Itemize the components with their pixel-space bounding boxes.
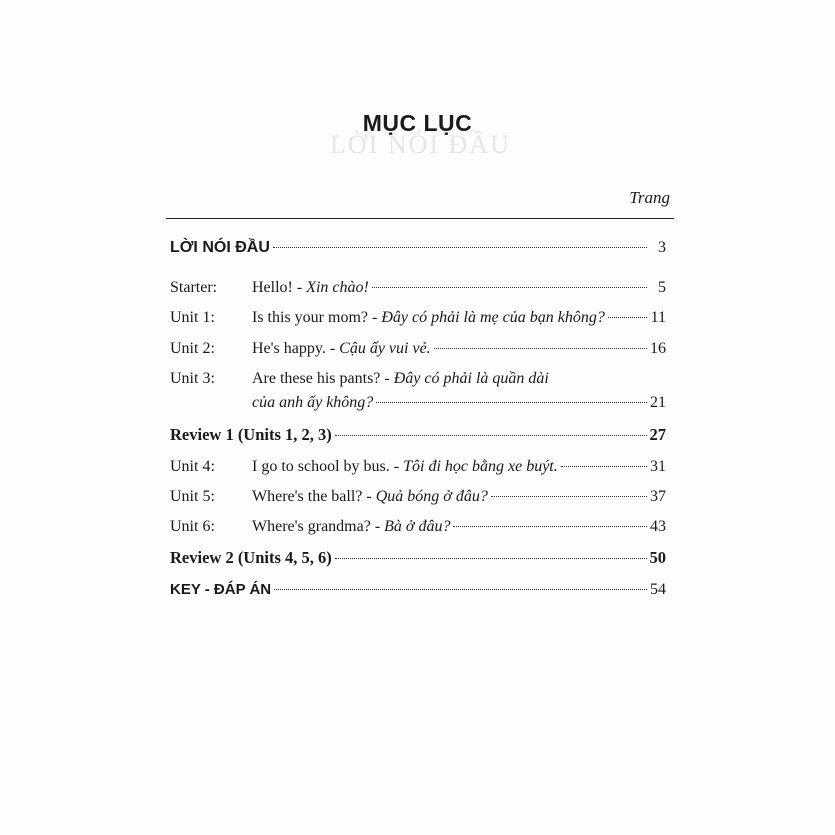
dot-leader bbox=[335, 558, 647, 559]
entry-title: I go to school by bus. - bbox=[252, 458, 404, 475]
entry-label: Unit 2: bbox=[170, 340, 215, 357]
entry-page: 27 bbox=[649, 425, 666, 444]
entry-translation: Tôi đi học bằng xe buýt. bbox=[403, 458, 558, 475]
entry-page: 31 bbox=[650, 458, 666, 475]
entry-text-wrap bbox=[252, 369, 549, 389]
entry-label: Unit 1: bbox=[170, 309, 215, 326]
entry-page: 54 bbox=[650, 581, 666, 598]
entry-page: 16 bbox=[650, 340, 666, 357]
toc-entry-unit-1[interactable] bbox=[170, 308, 666, 328]
toc-entry-unit-3-line-1[interactable] bbox=[170, 369, 666, 389]
entry-title: Are these his pants? - bbox=[252, 370, 394, 387]
entry-page: 50 bbox=[649, 548, 666, 567]
entry-title: Where's the ball? - bbox=[252, 488, 376, 505]
entry-label: Unit 6: bbox=[170, 518, 215, 535]
entry-label: Unit 5: bbox=[170, 488, 215, 505]
entry-title: Is this your mom? - bbox=[252, 309, 382, 326]
entry-translation: Đây có phải là quần dài bbox=[393, 370, 549, 387]
entry-title: Where's grandma? - bbox=[252, 518, 385, 535]
toc-entry-review-2[interactable] bbox=[170, 548, 666, 568]
entry-translation: Xin chào! bbox=[306, 279, 369, 296]
toc-entry-unit-4[interactable] bbox=[170, 457, 666, 477]
entry-page: 3 bbox=[658, 239, 666, 256]
entry-text-wrap bbox=[252, 278, 369, 298]
dot-leader bbox=[453, 526, 647, 527]
entry-title: Review 1 (Units 1, 2, 3) bbox=[170, 425, 332, 444]
header-rule bbox=[166, 218, 674, 219]
entry-title: LỜI NÓI ĐẦU bbox=[170, 239, 270, 256]
entry-title: KEY - ĐÁP ÁN bbox=[170, 581, 272, 598]
entry-page: 21 bbox=[650, 394, 666, 411]
toc-entry-review-1[interactable] bbox=[170, 425, 666, 445]
dot-leader bbox=[434, 348, 647, 349]
dot-leader bbox=[372, 287, 647, 288]
entry-page: 5 bbox=[658, 279, 666, 296]
bleed-through-watermark: LỜI NÓI ĐẦU bbox=[330, 130, 511, 159]
entry-text-wrap bbox=[252, 308, 605, 328]
entry-text-wrap bbox=[252, 517, 450, 537]
entry-text-wrap bbox=[252, 339, 431, 359]
toc-entry-starter[interactable] bbox=[170, 278, 666, 298]
toc-entry-unit-3-line-2[interactable] bbox=[170, 393, 666, 413]
entry-translation: Cậu ấy vui vẻ. bbox=[339, 340, 431, 357]
page-column-label: Trang bbox=[629, 188, 670, 207]
entry-label: Unit 3: bbox=[170, 370, 215, 387]
dot-leader bbox=[273, 247, 647, 248]
dot-leader bbox=[376, 402, 647, 403]
toc-entry-key[interactable] bbox=[170, 580, 666, 600]
toc-entry-preface[interactable] bbox=[170, 238, 666, 258]
entry-translation: Đây có phải là mẹ của bạn không? bbox=[381, 309, 605, 326]
entry-page: 37 bbox=[650, 488, 666, 505]
dot-leader bbox=[335, 435, 647, 436]
entry-page: 43 bbox=[650, 518, 666, 535]
entry-text-wrap bbox=[252, 457, 558, 477]
toc-entry-unit-2[interactable] bbox=[170, 339, 666, 359]
entry-text-wrap bbox=[252, 487, 488, 507]
entry-title: Review 2 (Units 4, 5, 6) bbox=[170, 548, 332, 567]
dot-leader bbox=[561, 466, 647, 467]
entry-label: Starter: bbox=[170, 279, 218, 296]
entry-page: 11 bbox=[650, 309, 666, 326]
toc-entry-unit-5[interactable] bbox=[170, 487, 666, 507]
dot-leader bbox=[491, 496, 647, 497]
toc-entry-unit-6[interactable] bbox=[170, 517, 666, 537]
dot-leader bbox=[608, 317, 647, 318]
page-title: MỤC LỤC bbox=[362, 110, 473, 136]
entry-label: Unit 4: bbox=[170, 458, 215, 475]
entry-title: He's happy. - bbox=[252, 340, 340, 357]
entry-translation-continued: của anh ấy không? bbox=[252, 394, 374, 411]
entry-translation: Quả bóng ở đâu? bbox=[375, 488, 488, 505]
dot-leader bbox=[274, 589, 647, 590]
entry-translation: Bà ở đâu? bbox=[384, 518, 451, 535]
entry-title: Hello! - bbox=[252, 279, 307, 296]
